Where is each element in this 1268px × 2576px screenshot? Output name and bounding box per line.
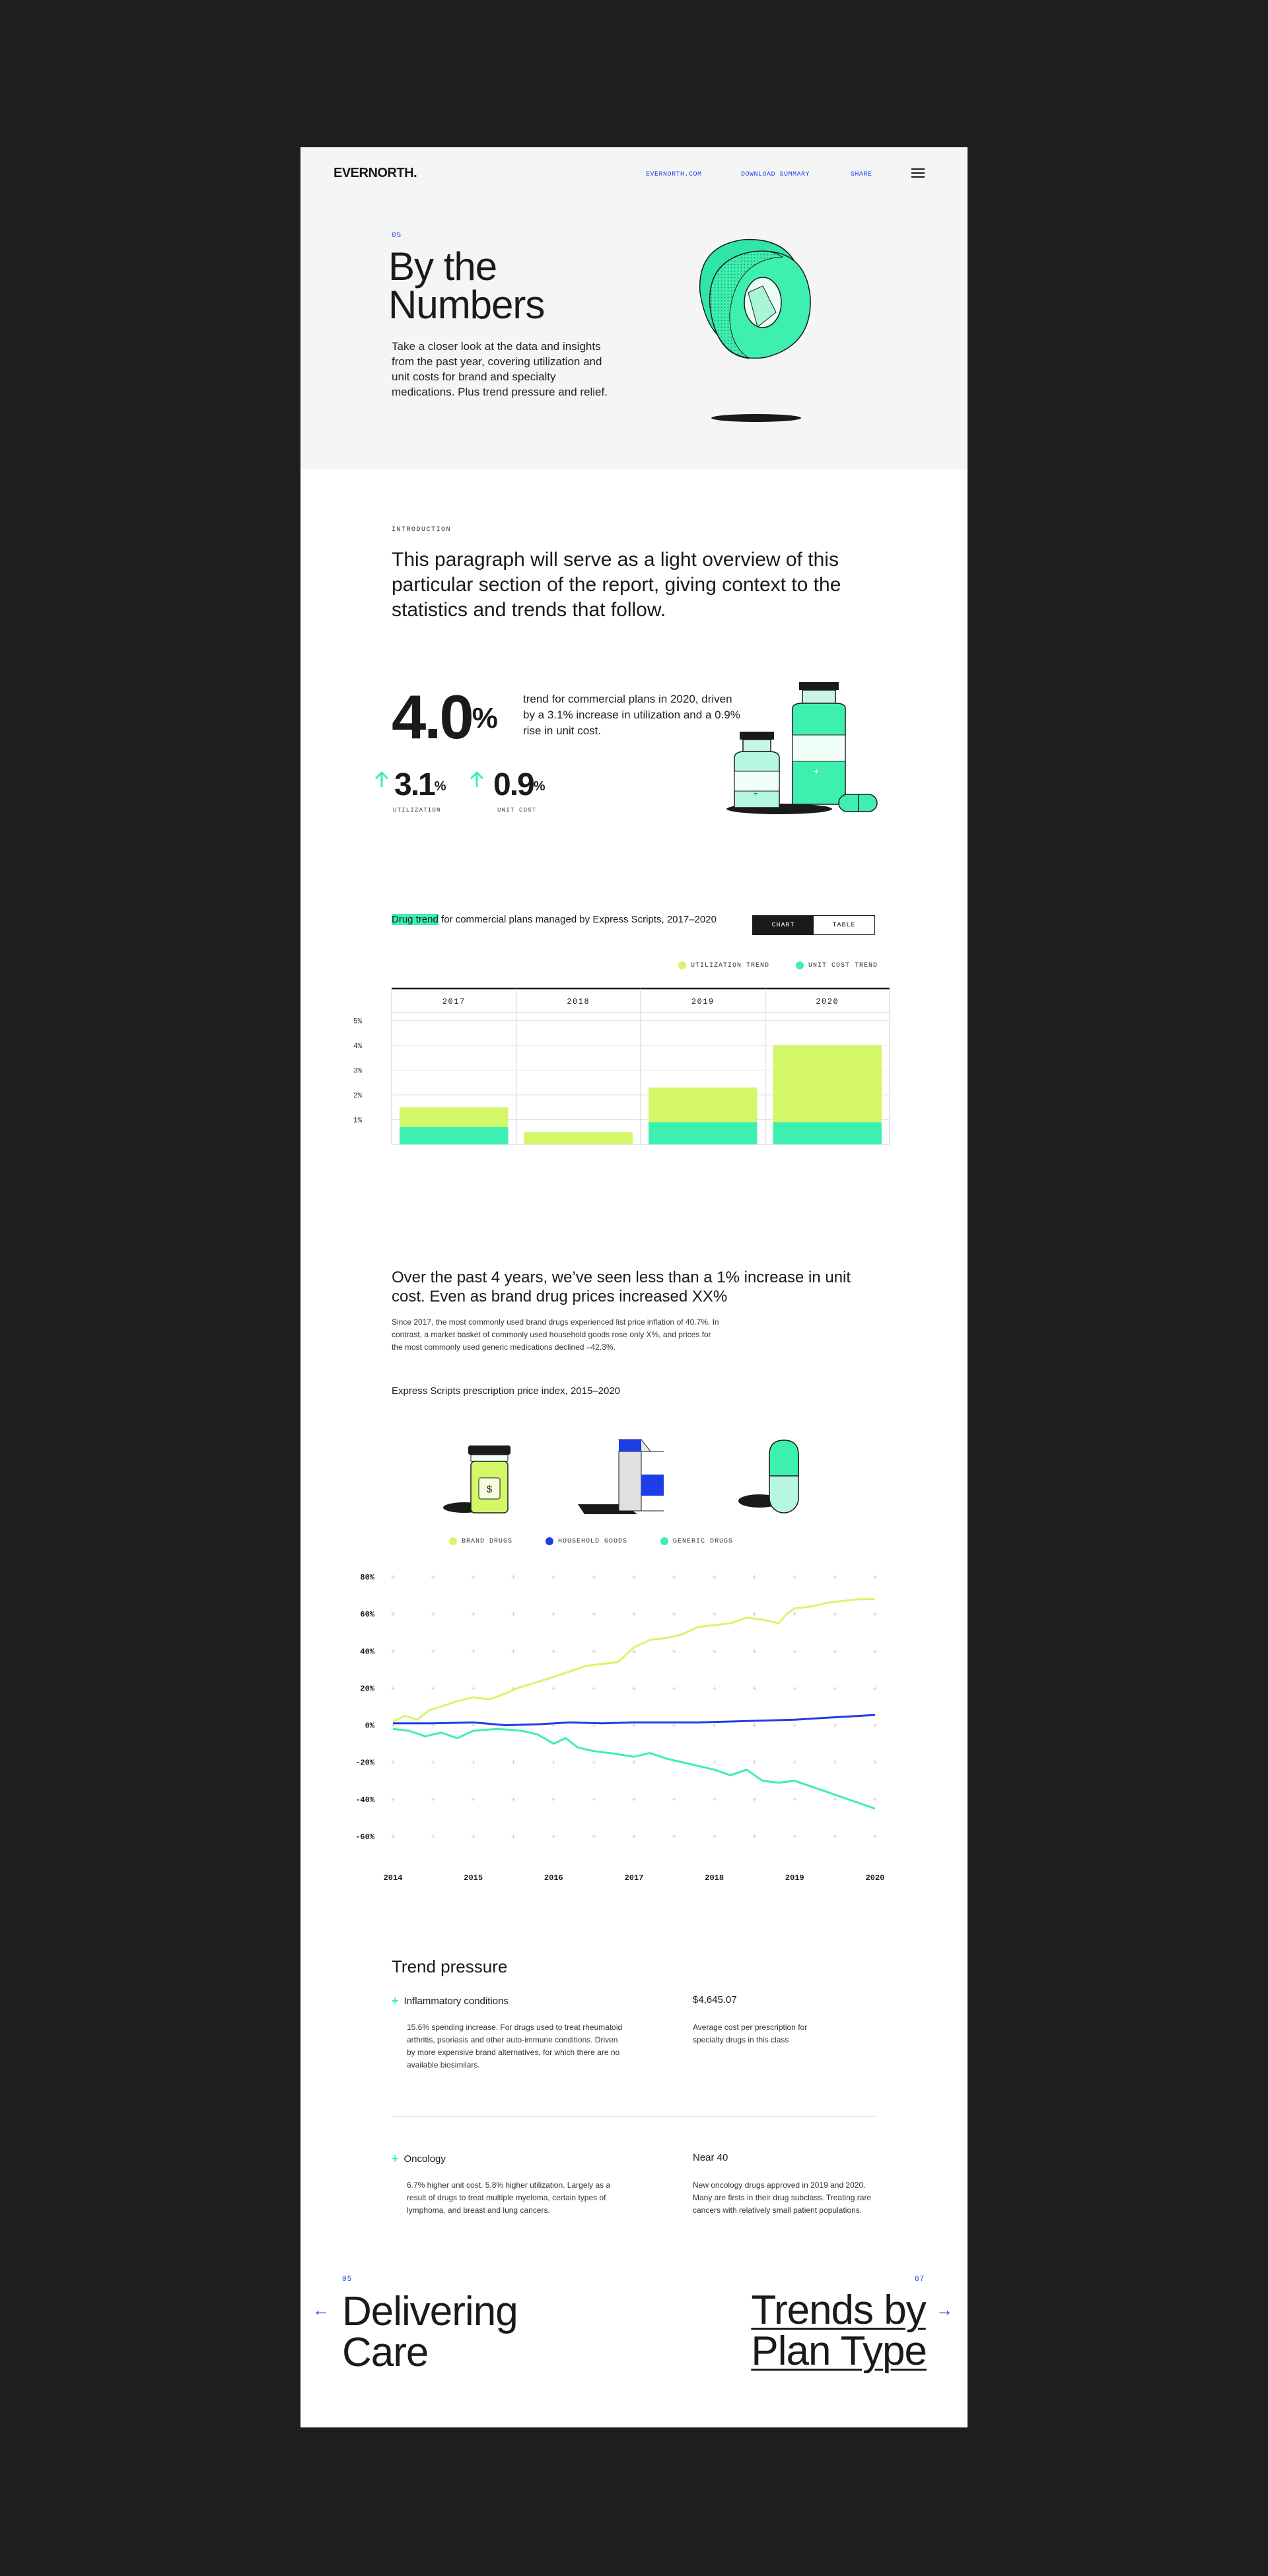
legend-brand-drugs: BRAND DRUGS [449, 1537, 512, 1545]
grid-plus-marker: + [511, 1758, 516, 1768]
x-tick-label: 2017 [624, 1873, 644, 1883]
legend-generic-drugs: GENERIC DRUGS [660, 1537, 733, 1545]
trend-item-stat: $4,645.07 [693, 1994, 737, 2005]
trend-item-stat-description: Average cost per prescription for specialty drugs in this class [693, 2023, 808, 2044]
trend-item-inflammatory [392, 1994, 509, 2008]
y-tick-label: 40% [360, 1647, 374, 1657]
grid-plus-marker: + [390, 1832, 396, 1842]
unit-cost-label: UNIT COST [497, 807, 537, 814]
grid-plus-marker: + [631, 1573, 637, 1582]
trend-chart-legend [678, 961, 878, 969]
menu-icon[interactable] [911, 168, 925, 178]
x-tick-label: 2014 [383, 1873, 403, 1883]
price-index-line-chart [340, 1560, 895, 1904]
bar-unit-cost [649, 1122, 757, 1144]
grid-plus-marker: + [591, 1832, 596, 1842]
grid-plus-marker: + [792, 1758, 797, 1768]
chart-table-toggle [752, 915, 875, 935]
x-tick-label: 2015 [464, 1873, 483, 1883]
x-tick-label: 2016 [544, 1873, 563, 1883]
grid-plus-marker: + [832, 1795, 837, 1805]
section-number: 05 [392, 232, 402, 240]
grid-plus-marker: + [390, 1795, 396, 1805]
household-goods-carton-illustration [578, 1432, 664, 1517]
utilization-stat: 3.1% [394, 767, 446, 802]
grid-plus-marker: + [431, 1684, 436, 1694]
grid-plus-marker: + [792, 1647, 797, 1657]
trend-item-description: 6.7% higher unit cost. 5.8% higher utilization. Largely as a result of drugs to treat multiple myeloma, certain types of lymphoma, and breast and lung cancers. [407, 2180, 611, 2215]
next-section-link[interactable]: Trends by Plan Type [751, 2287, 927, 2374]
grid-plus-marker: + [712, 1573, 717, 1582]
price-section-heading: Over the past 4 years, we’ve seen less than a 1% increase in unit cost. Even as brand drug prices increased XX% [392, 1269, 851, 1305]
grid-plus-marker: + [672, 1573, 677, 1582]
arrow-right-icon[interactable]: → [936, 2300, 953, 2320]
grid-plus-marker: + [872, 1610, 878, 1620]
intro-label: INTRODUCTION [392, 526, 452, 534]
trend-item-title: Oncology [404, 2153, 446, 2165]
grid-plus-marker: + [872, 1647, 878, 1657]
legend-household-goods: HOUSEHOLD GOODS [546, 1537, 627, 1545]
grid-plus-marker: + [431, 1647, 436, 1657]
grid-plus-marker: + [551, 1795, 556, 1805]
arrow-left-icon[interactable]: ← [312, 2300, 330, 2320]
grid-plus-marker: + [792, 1832, 797, 1842]
grid-plus-marker: + [631, 1795, 637, 1805]
trend-pressure-heading: Trend pressure [392, 1957, 508, 1976]
grid-plus-marker: + [511, 1832, 516, 1842]
grid-plus-marker: + [792, 1684, 797, 1694]
arrow-up-icon [374, 771, 389, 788]
grid-plus-marker: + [591, 1758, 596, 1768]
grid-plus-marker: + [471, 1573, 476, 1582]
grid-plus-marker: + [832, 1573, 837, 1582]
grid-plus-marker: + [672, 1684, 677, 1694]
prev-section-number: 05 [342, 2276, 353, 2283]
y-tick-label: 20% [360, 1684, 374, 1694]
hero-description: Take a closer look at the data and insights from the past year, covering utilization and unit costs for brand and specialty medications. Plus trend pressure and relief. [392, 340, 608, 398]
grid-plus-marker: + [591, 1610, 596, 1620]
grid-plus-marker: + [752, 1573, 757, 1582]
legend-unit-cost: UNIT COST TREND [796, 961, 878, 969]
grid-plus-marker: + [832, 1832, 837, 1842]
legend-utilization: UTILIZATION TREND [678, 961, 769, 969]
y-tick-label: 1% [353, 1117, 363, 1125]
grid-plus-marker: + [591, 1795, 596, 1805]
grid-plus-marker: + [832, 1721, 837, 1731]
grid-plus-marker: + [712, 1647, 717, 1657]
grid-plus-marker: + [872, 1684, 878, 1694]
bar-utilization [400, 1107, 509, 1127]
grid-plus-marker: + [390, 1758, 396, 1768]
bar-utilization [773, 1045, 882, 1122]
legend-swatch [546, 1537, 553, 1545]
grid-plus-marker: + [390, 1647, 396, 1657]
grid-plus-marker: + [712, 1721, 717, 1731]
legend-swatch [796, 961, 804, 969]
grid-plus-marker: + [431, 1795, 436, 1805]
drug-trend-chart-title: Drug trend for commercial plans managed by Express Scripts, 2017–2020 [392, 914, 717, 925]
plus-icon: + [392, 2152, 399, 2165]
grid-plus-marker: + [672, 1832, 677, 1842]
grid-plus-marker: + [672, 1758, 677, 1768]
arrow-up-icon [470, 771, 484, 788]
y-tick-label: -60% [355, 1832, 374, 1842]
grid-plus-marker: + [471, 1832, 476, 1842]
donut-illustration [670, 220, 842, 431]
x-category-label: 2018 [567, 997, 590, 1006]
grid-plus-marker: + [792, 1721, 797, 1731]
bar-unit-cost [400, 1127, 509, 1144]
nav-evernorth-link[interactable]: EVERNORTH.COM [646, 171, 702, 178]
trend-item-stat-description: New oncology drugs approved in 2019 and 2020. Many are firsts in their drug subclass. Treating rare cancers with relatively small patient populations. [693, 2180, 872, 2215]
legend-swatch [449, 1537, 457, 1545]
grid-plus-marker: + [631, 1832, 637, 1842]
grid-plus-marker: + [431, 1832, 436, 1842]
x-category-label: 2017 [442, 997, 466, 1006]
x-tick-label: 2019 [785, 1873, 804, 1883]
grid-plus-marker: + [712, 1610, 717, 1620]
grid-plus-marker: + [390, 1684, 396, 1694]
bottle-dollar-symbol: $ [486, 1484, 493, 1496]
grid-plus-marker: + [471, 1684, 476, 1694]
section-divider [392, 2116, 876, 2117]
grid-plus-marker: + [832, 1758, 837, 1768]
grid-plus-marker: + [672, 1647, 677, 1657]
grid-plus-marker: + [431, 1721, 436, 1731]
grid-plus-marker: + [872, 1721, 878, 1731]
svg-text:+: + [814, 767, 820, 778]
brand-drug-bottle-illustration [439, 1442, 512, 1517]
grid-plus-marker: + [431, 1610, 436, 1620]
grid-plus-marker: + [631, 1721, 637, 1731]
grid-plus-marker: + [511, 1647, 516, 1657]
grid-plus-marker: + [752, 1758, 757, 1768]
grid-plus-marker: + [872, 1573, 878, 1582]
grid-plus-marker: + [390, 1573, 396, 1582]
grid-plus-marker: + [471, 1721, 476, 1731]
y-tick-label: 60% [360, 1610, 374, 1620]
grid-plus-marker: + [792, 1610, 797, 1620]
grid-plus-marker: + [631, 1758, 637, 1768]
grid-plus-marker: + [631, 1610, 637, 1620]
grid-plus-marker: + [551, 1684, 556, 1694]
report-page [300, 147, 968, 2427]
x-tick-label: 2018 [705, 1873, 724, 1883]
grid-plus-marker: + [551, 1758, 556, 1768]
nav-share-link[interactable]: SHARE [851, 171, 872, 178]
grid-plus-marker: + [551, 1610, 556, 1620]
nav-download-summary-link[interactable]: DOWNLOAD SUMMARY [741, 171, 810, 178]
grid-plus-marker: + [672, 1795, 677, 1805]
grid-plus-marker: + [511, 1610, 516, 1620]
grid-plus-marker: + [551, 1721, 556, 1731]
grid-plus-marker: + [631, 1684, 637, 1694]
prev-section-link[interactable]: Delivering Care [342, 2289, 518, 2375]
page-title: By the Numbers [388, 244, 545, 327]
main-trend-stat: 4.0% [392, 682, 498, 751]
trend-item-description: 15.6% spending increase. For drugs used to treat rheumatoid arthritis, psoriasis and other auto-immune conditions. Driven by more expensive brand alternatives, for which there are no available biosimilars. [407, 2023, 623, 2070]
svg-text:+: + [753, 789, 759, 800]
grid-plus-marker: + [390, 1721, 396, 1731]
trend-item-oncology [392, 2152, 446, 2166]
grid-plus-marker: + [832, 1610, 837, 1620]
intro-paragraph: This paragraph will serve as a light overview of this particular section of the report, giving context to the statistics and trends that follow. [392, 549, 841, 621]
price-section-body: Since 2017, the most commonly used brand drugs experienced list price inflation of 40.7%. In contrast, a market basket of commonly used household goods rose only X%, and prices for the most commonly used generic medications declined –42.3%. [392, 1317, 719, 1352]
grid-plus-marker: + [471, 1610, 476, 1620]
grid-plus-marker: + [752, 1721, 757, 1731]
trend-item-title: Inflammatory conditions [404, 1996, 509, 2007]
grid-plus-marker: + [792, 1795, 797, 1805]
x-tick-label: 2020 [865, 1873, 885, 1883]
unit-cost-stat: 0.9% [493, 767, 546, 802]
generic-drug-capsule-illustration [730, 1435, 802, 1517]
legend-swatch [660, 1537, 668, 1545]
y-tick-label: 3% [353, 1067, 363, 1076]
grid-plus-marker: + [832, 1684, 837, 1694]
grid-plus-marker: + [511, 1684, 516, 1694]
grid-plus-marker: + [712, 1758, 717, 1768]
grid-plus-marker: + [591, 1721, 596, 1731]
grid-plus-marker: + [591, 1684, 596, 1694]
grid-plus-marker: + [551, 1573, 556, 1582]
grid-plus-marker: + [431, 1573, 436, 1582]
price-index-legend [449, 1537, 733, 1545]
grid-plus-marker: + [792, 1573, 797, 1582]
medicine-bottles-illustration [707, 676, 882, 818]
grid-plus-marker: + [390, 1610, 396, 1620]
bar-utilization [524, 1132, 633, 1144]
y-tick-label: -20% [355, 1758, 374, 1768]
grid-plus-marker: + [712, 1795, 717, 1805]
grid-plus-marker: + [471, 1758, 476, 1768]
grid-plus-marker: + [591, 1647, 596, 1657]
table-toggle-button[interactable]: TABLE [832, 921, 856, 929]
legend-swatch [678, 961, 686, 969]
grid-plus-marker: + [631, 1647, 637, 1657]
drug-trend-bar-chart [353, 986, 895, 1158]
grid-plus-marker: + [591, 1573, 596, 1582]
next-section-number: 07 [915, 2276, 925, 2283]
x-category-label: 2019 [691, 997, 715, 1006]
y-tick-label: 80% [360, 1573, 374, 1582]
y-tick-label: 0% [365, 1721, 374, 1731]
hero-section [300, 147, 968, 470]
price-index-chart-title: Express Scripts prescription price index, 2015–2020 [392, 1385, 621, 1397]
grid-plus-marker: + [511, 1721, 516, 1731]
grid-plus-marker: + [511, 1795, 516, 1805]
y-tick-label: 2% [353, 1092, 363, 1100]
grid-plus-marker: + [872, 1832, 878, 1842]
grid-plus-marker: + [511, 1573, 516, 1582]
grid-plus-marker: + [752, 1832, 757, 1842]
grid-plus-marker: + [752, 1795, 757, 1805]
grid-plus-marker: + [832, 1647, 837, 1657]
grid-plus-marker: + [872, 1795, 878, 1805]
y-tick-label: -40% [355, 1795, 374, 1805]
grid-plus-marker: + [672, 1721, 677, 1731]
grid-plus-marker: + [752, 1647, 757, 1657]
grid-plus-marker: + [712, 1832, 717, 1842]
grid-plus-marker: + [752, 1684, 757, 1694]
y-tick-label: 5% [353, 1018, 363, 1026]
grid-plus-marker: + [551, 1832, 556, 1842]
grid-plus-marker: + [752, 1610, 757, 1620]
grid-plus-marker: + [471, 1795, 476, 1805]
grid-plus-marker: + [872, 1758, 878, 1768]
grid-plus-marker: + [672, 1610, 677, 1620]
evernorth-logo[interactable]: EVERNORTH. [334, 166, 417, 180]
grid-plus-marker: + [471, 1647, 476, 1657]
x-category-label: 2020 [816, 997, 839, 1006]
plus-icon: + [392, 1994, 399, 2007]
grid-plus-marker: + [431, 1758, 436, 1768]
chart-toggle-button[interactable]: CHART [753, 916, 814, 934]
grid-plus-marker: + [712, 1684, 717, 1694]
y-tick-label: 4% [353, 1043, 363, 1051]
trend-item-stat: Near 40 [693, 2152, 728, 2163]
main-trend-description: trend for commercial plans in 2020, driven by a 3.1% increase in utilization and a 0.9% rise in unit cost. [523, 693, 740, 737]
grid-plus-marker: + [551, 1647, 556, 1657]
utilization-label: UTILIZATION [393, 807, 441, 814]
bar-unit-cost [773, 1122, 882, 1144]
bar-utilization [649, 1088, 757, 1123]
